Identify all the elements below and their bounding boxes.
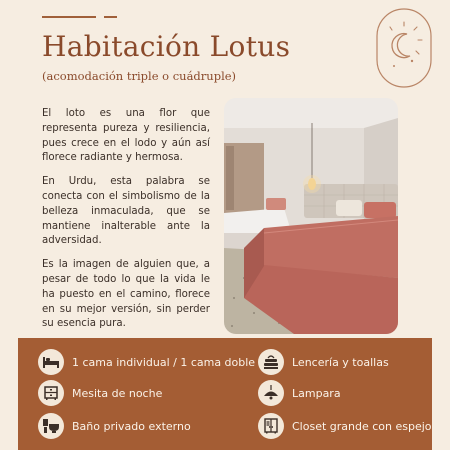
amenity-label: Closet grande con espejo	[292, 419, 432, 433]
amenity-towels	[258, 349, 389, 375]
room-description	[42, 107, 210, 341]
bathroom-icon	[38, 413, 64, 439]
nightstand-icon	[38, 380, 64, 406]
amenity-bathroom	[38, 413, 191, 439]
top-decor-line-long	[42, 16, 96, 18]
amenity-label: Lencería y toallas	[292, 355, 389, 369]
amenity-label: Baño privado externo	[72, 419, 191, 433]
amenity-lamp	[258, 380, 341, 406]
page-title: Habitación Lotus	[42, 30, 291, 63]
closet-icon	[258, 413, 284, 439]
room-photo	[224, 98, 398, 334]
amenity-label: 1 cama individual / 1 cama doble	[72, 355, 256, 369]
description-paragraph: En Urdu, esta palabra se conecta con el simbolismo de la belleza inmaculada, que se mantiene inalterable ante la adversidad.	[42, 176, 210, 247]
towels-icon	[258, 349, 284, 375]
amenity-label: Mesita de noche	[72, 386, 163, 400]
amenity-nightstand	[38, 380, 162, 406]
bed-icon	[38, 349, 64, 375]
moon-emblem-icon	[374, 6, 434, 90]
top-decor-line-short	[104, 16, 117, 18]
room-photo-illustration	[224, 98, 398, 334]
description-paragraph: Es la imagen de alguien que, a pesar de todo lo que la vida le ha puesto en el camino, florece en su mejor versión, sin perder su esencia pura.	[42, 259, 210, 330]
amenity-label: Lampara	[292, 386, 341, 400]
amenity-closet	[258, 413, 432, 439]
amenity-bed	[38, 349, 255, 375]
page-subtitle: (acomodación triple o cuádruple)	[42, 69, 237, 83]
description-paragraph: El loto es una flor que representa pureza y resiliencia, pues crece en el lodo y aún así florece radiante y hermosa.	[42, 108, 210, 164]
lamp-icon	[258, 380, 284, 406]
